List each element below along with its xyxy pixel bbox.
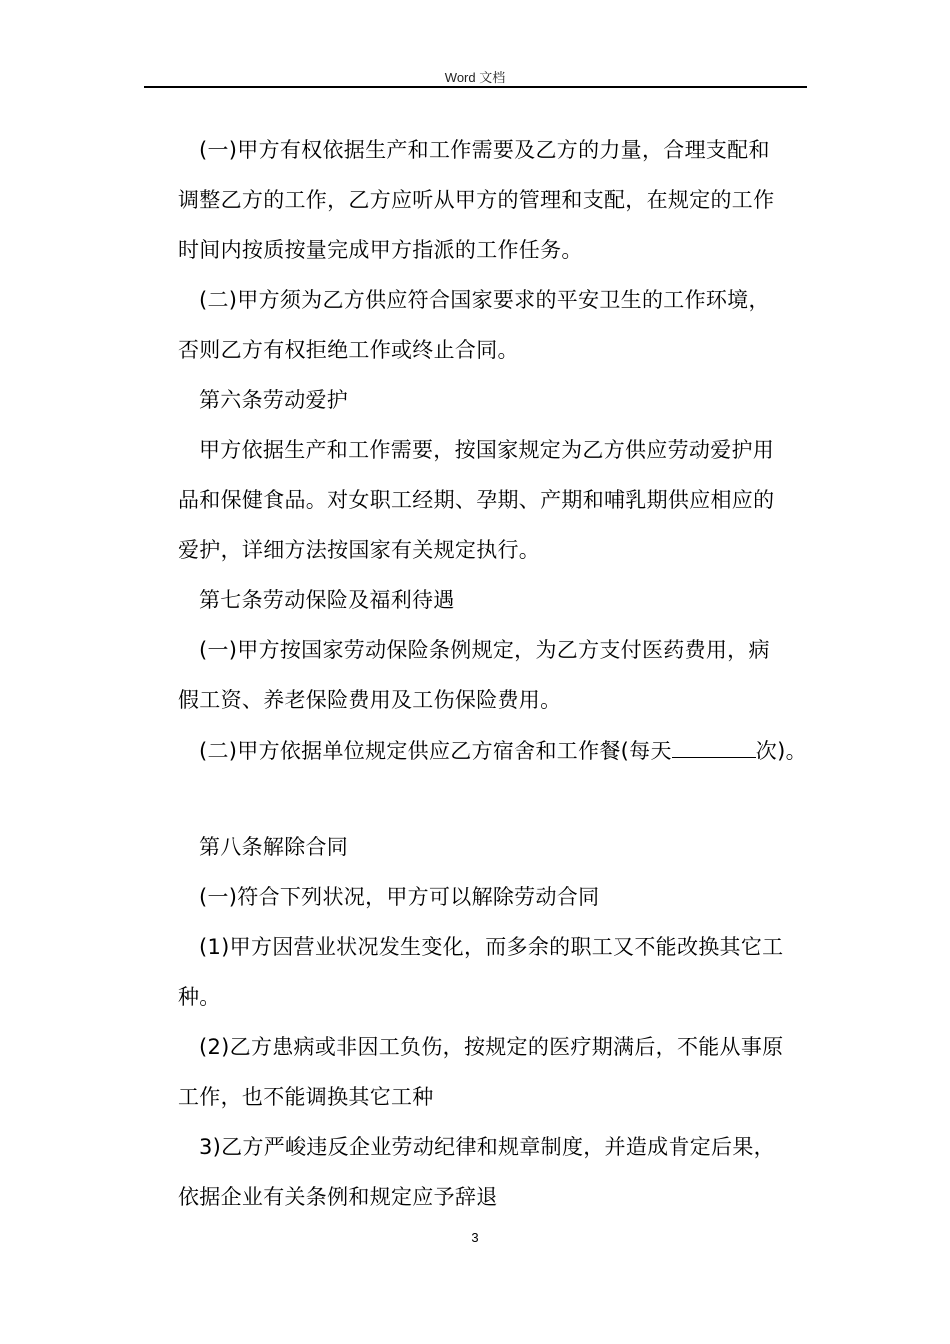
paragraph-line: 种。 xyxy=(178,985,221,1009)
fill-blank xyxy=(672,737,756,758)
meal-line xyxy=(199,737,807,764)
page-header: Word 文档 xyxy=(444,70,506,85)
paragraph-line: 否则乙方有权拒绝工作或终止合同。 xyxy=(178,338,519,362)
paragraph-line: 品和保健食品。对女职工经期、孕期、产期和哺乳期供应相应的 xyxy=(178,488,775,512)
header-divider xyxy=(144,86,807,88)
section-heading: 第八条解除合同 xyxy=(199,835,349,859)
paragraph-line: 时间内按质按量完成甲方指派的工作任务。 xyxy=(178,238,583,262)
section-heading: 第六条劳动爱护 xyxy=(199,388,349,412)
meal-line-after: 次)。 xyxy=(755,739,807,763)
paragraph-line: 工作，也不能调换其它工种 xyxy=(178,1085,434,1109)
paragraph-line: 依据企业有关条例和规定应予辞退 xyxy=(178,1185,498,1209)
paragraph-line: 爱护，详细方法按国家有关规定执行。 xyxy=(178,538,541,562)
section-heading: 第七条劳动保险及福利待遇 xyxy=(199,588,455,612)
meal-line-before: (二)甲方依据单位规定供应乙方宿舍和工作餐(每天 xyxy=(199,739,672,763)
paragraph-line: (一)甲方有权依据生产和工作需要及乙方的力量，合理支配和 xyxy=(199,138,770,162)
paragraph-line: 假工资、养老保险费用及工伤保险费用。 xyxy=(178,688,562,712)
paragraph-line: 3)乙方严峻违反企业劳动纪律和规章制度，并造成肯定后果， xyxy=(199,1135,775,1159)
page-number: 3 xyxy=(471,1230,479,1245)
paragraph-line: (一)符合下列状况，甲方可以解除劳动合同 xyxy=(199,885,600,909)
paragraph-line: (二)甲方须为乙方供应符合国家要求的平安卫生的工作环境， xyxy=(199,288,770,312)
paragraph-line: (2)乙方患病或非因工负伤，按规定的医疗期满后，不能从事原 xyxy=(199,1035,784,1059)
paragraph-line: (1)甲方因营业状况发生变化，而多余的职工又不能改换其它工 xyxy=(199,935,784,959)
paragraph-line: 甲方依据生产和工作需要，按国家规定为乙方供应劳动爱护用 xyxy=(199,438,775,462)
paragraph-line: 调整乙方的工作，乙方应听从甲方的管理和支配，在规定的工作 xyxy=(178,188,775,212)
paragraph-line: (一)甲方按国家劳动保险条例规定，为乙方支付医药费用，病 xyxy=(199,638,770,662)
